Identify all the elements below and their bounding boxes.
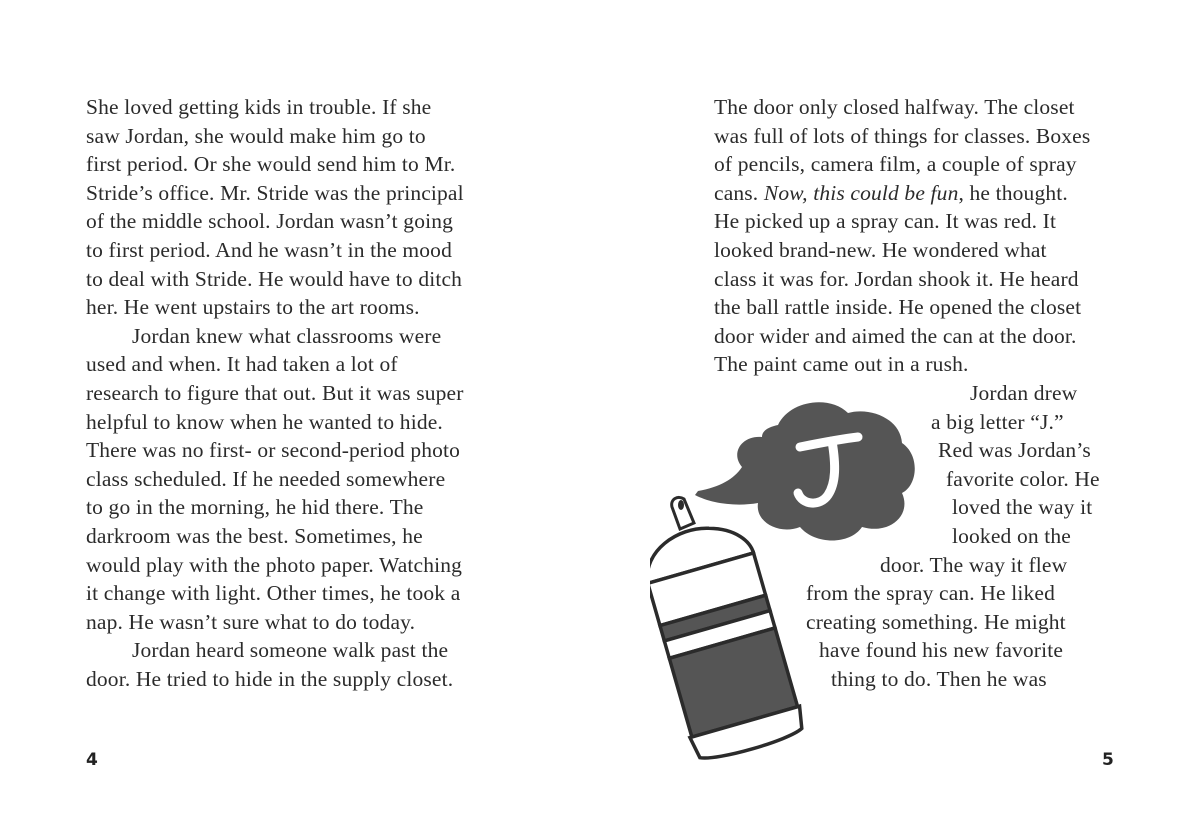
body-text-line: There was no first- or second-period photo [86, 438, 461, 463]
body-text-line: to first period. And he wasn’t in the mood [86, 238, 452, 262]
body-text-line: a big letter “J.” [931, 409, 1064, 434]
body-text-line: creating something. He might [806, 609, 1066, 634]
body-text-line: first period. Or she would send him to Mr. [86, 152, 456, 177]
body-text-line: favorite color. He [946, 466, 1100, 491]
body-text-line: was full of lots of things for classes. Boxes [714, 123, 1091, 148]
body-text-line: Red was Jordan’s [938, 438, 1091, 463]
body-text-line: Jordan heard someone walk past the [132, 638, 449, 663]
body-text-line: of pencils, camera film, a couple of spray [714, 152, 1077, 177]
body-text-line: door. He tried to hide in the supply closet. [86, 667, 454, 691]
body-text-line: Stride’s office. Mr. Stride was the principal [86, 180, 464, 205]
body-text-line: looked on the [952, 524, 1071, 548]
paint-cloud-icon [695, 402, 915, 540]
page-number: 4 [86, 750, 98, 770]
body-text-line: Jordan knew what classrooms were [132, 323, 442, 348]
body-text-line: the ball rattle inside. He opened the closet [714, 295, 1082, 320]
body-text-line: class it was for. Jordan shook it. He heard [714, 266, 1079, 291]
body-text-line: have found his new favorite [819, 638, 1064, 663]
body-text-line-italic [714, 179, 1068, 208]
body-text-line: door wider and aimed the can at the door. [714, 323, 1077, 348]
body-text-line: Jordan drew [970, 381, 1078, 405]
body-text-line: loved the way it [952, 495, 1093, 520]
text-span: , he thought. [958, 180, 1068, 205]
body-text-line: The paint came out in a rush. [714, 352, 969, 377]
page-number: 5 [1102, 750, 1114, 770]
body-text-line: to deal with Stride. He would have to ditch [86, 266, 463, 291]
body-text-line: of the middle school. Jordan wasn’t going [86, 209, 454, 234]
body-text-line: thing to do. Then he was [831, 667, 1047, 691]
body-text-line: darkroom was the best. Sometimes, he [86, 524, 423, 548]
body-text-line: helpful to know when he wanted to hide. [86, 409, 443, 434]
body-text-line: nap. He wasn’t sure what to do today. [86, 609, 416, 634]
body-text-line: to go in the morning, he hid there. The [86, 495, 424, 520]
body-text-line: door. The way it flew [880, 552, 1068, 577]
body-text-line: her. He went upstairs to the art rooms. [86, 295, 420, 320]
body-text-line: used and when. It had taken a lot of [86, 352, 398, 377]
body-text-line: it change with light. Other times, he took a [86, 581, 461, 606]
spray-nozzle-icon [672, 497, 694, 529]
body-text-line: She loved getting kids in trouble. If she [86, 95, 432, 119]
body-text-line: He picked up a spray can. It was red. It [714, 209, 1057, 234]
spray-can-illustration [650, 395, 930, 765]
body-text-line: from the spray can. He liked [806, 581, 1055, 606]
body-text-line: The door only closed halfway. The closet [714, 95, 1075, 119]
body-text-line: would play with the photo paper. Watching [86, 552, 463, 577]
italic-thought: Now, this could be fun [763, 180, 959, 205]
body-text-line: saw Jordan, she would make him go to [86, 123, 426, 148]
body-text-line: research to figure that out. But it was super [86, 381, 464, 405]
spray-can-icon [650, 515, 807, 765]
text-span: cans. [714, 180, 764, 205]
body-text-line: looked brand-new. He wondered what [714, 238, 1047, 262]
body-text-line: class scheduled. If he needed somewhere [86, 466, 446, 491]
